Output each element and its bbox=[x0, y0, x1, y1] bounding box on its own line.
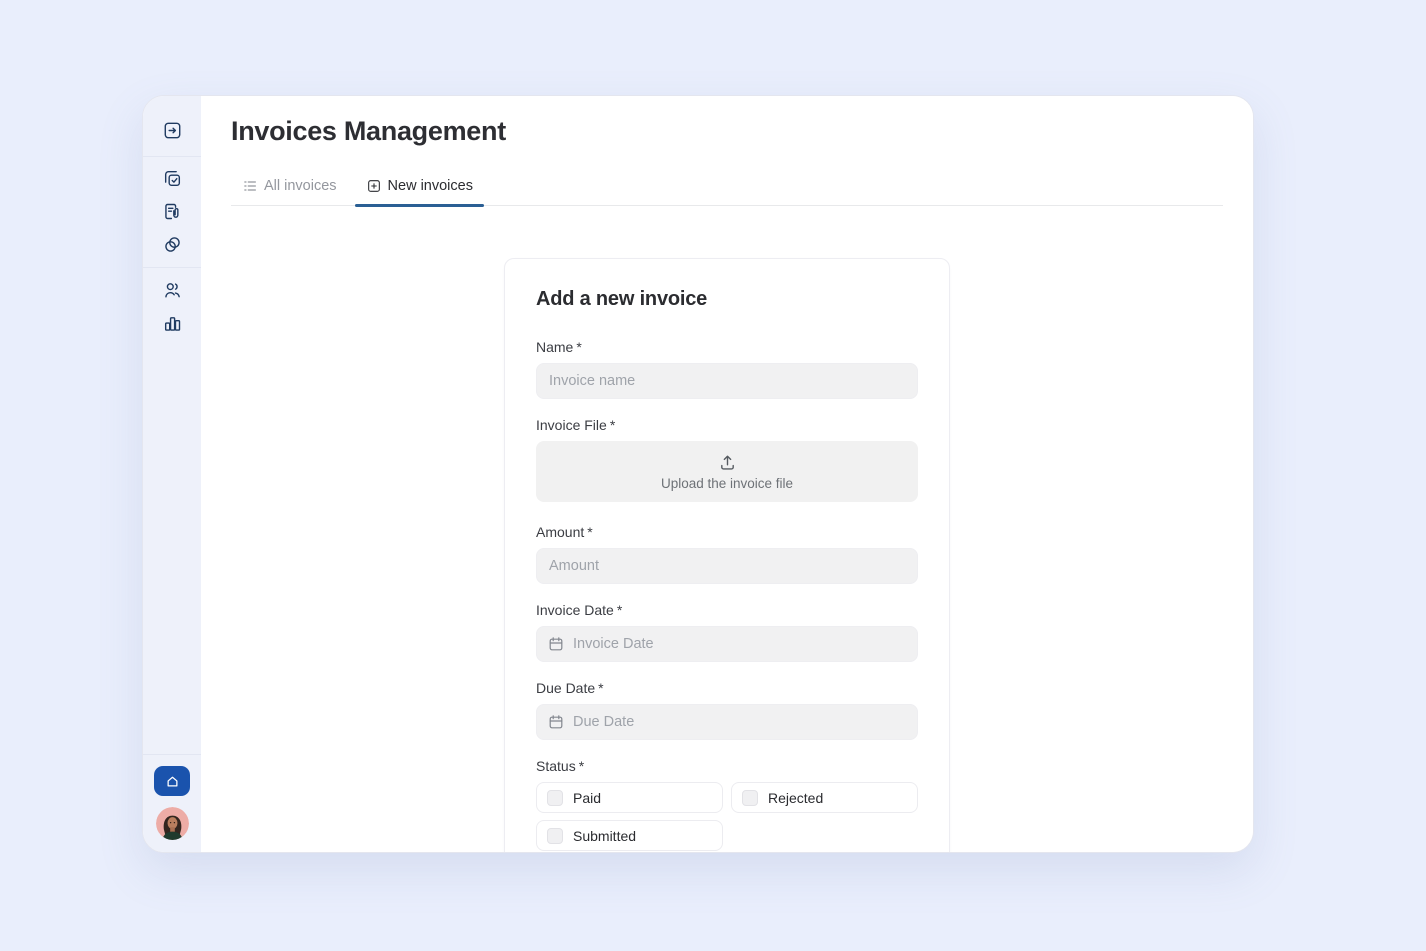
invoice-attachment-icon[interactable] bbox=[156, 195, 188, 227]
due-date-label-text: Due Date bbox=[536, 680, 596, 696]
sidebar bbox=[143, 96, 201, 852]
user-avatar-image bbox=[156, 807, 189, 840]
sidebar-divider bbox=[143, 156, 201, 157]
invoice-date-field-group bbox=[536, 600, 918, 662]
tab-new-invoices[interactable] bbox=[355, 166, 484, 206]
tabs-row bbox=[231, 166, 1223, 206]
calendar-icon bbox=[548, 636, 564, 652]
sidebar-divider bbox=[143, 267, 201, 268]
checkbox-label: Rejected bbox=[768, 789, 824, 806]
invoice-date-placeholder: Invoice Date bbox=[573, 636, 654, 652]
invoice-name-input[interactable] bbox=[536, 363, 918, 399]
tab-all-invoices[interactable] bbox=[231, 166, 348, 206]
invoice-file-label-text: Invoice File bbox=[536, 417, 607, 433]
checkbox-label: Submitted bbox=[573, 827, 637, 844]
status-option-rejected[interactable] bbox=[731, 782, 918, 813]
card-container bbox=[231, 206, 1223, 852]
tab-label: New invoices bbox=[387, 177, 473, 194]
active-tab-underline bbox=[355, 204, 484, 207]
invoice-file-upload[interactable] bbox=[536, 441, 918, 502]
due-date-input[interactable] bbox=[536, 704, 918, 740]
required-mark: * bbox=[578, 758, 585, 774]
card-title: Add a new invoice bbox=[536, 288, 708, 310]
page-title: Invoices Management bbox=[231, 116, 506, 146]
required-mark: * bbox=[576, 339, 582, 355]
status-option-submitted[interactable] bbox=[536, 820, 723, 851]
amount-input[interactable] bbox=[536, 548, 918, 584]
invoice-attachment-icon bbox=[162, 201, 183, 222]
chart-bar-icon bbox=[162, 313, 183, 334]
status-options bbox=[536, 782, 918, 851]
required-mark: * bbox=[616, 602, 623, 618]
home-icon bbox=[163, 772, 182, 791]
status-field-group bbox=[536, 756, 918, 851]
due-date-label bbox=[536, 678, 918, 698]
amount-field-group bbox=[536, 522, 918, 584]
status-option-paid[interactable] bbox=[536, 782, 723, 813]
sidebar-divider bbox=[143, 754, 201, 755]
due-date-placeholder: Due Date bbox=[573, 714, 635, 730]
amount-label bbox=[536, 522, 918, 542]
upload-text: Upload the invoice file bbox=[660, 476, 794, 491]
name-field-group bbox=[536, 337, 918, 399]
circles-icon bbox=[162, 234, 183, 255]
users-icon bbox=[162, 280, 183, 301]
login-icon[interactable] bbox=[156, 114, 188, 146]
chart-bar-icon[interactable] bbox=[156, 307, 188, 339]
calendar-icon bbox=[548, 714, 564, 730]
due-date-field-group bbox=[536, 678, 918, 740]
required-mark: * bbox=[598, 680, 604, 696]
plus-square-icon bbox=[366, 178, 382, 194]
invoice-file-field-group bbox=[536, 415, 918, 502]
checkbox-label: Paid bbox=[573, 789, 602, 806]
required-mark: * bbox=[587, 524, 593, 540]
name-label-text: Name bbox=[536, 339, 574, 355]
checkbox[interactable] bbox=[547, 828, 563, 844]
app-window bbox=[142, 95, 1254, 853]
upload-icon bbox=[717, 452, 738, 473]
required-mark: * bbox=[609, 417, 616, 433]
amount-label-text: Amount bbox=[536, 524, 585, 540]
list-icon bbox=[242, 178, 258, 194]
home-button[interactable] bbox=[154, 766, 190, 796]
invoice-date-label-text: Invoice Date bbox=[536, 602, 614, 618]
copy-check-icon bbox=[162, 168, 183, 189]
copy-check-icon[interactable] bbox=[156, 162, 188, 194]
status-label bbox=[536, 756, 918, 776]
main-content bbox=[201, 96, 1253, 852]
add-invoice-card bbox=[504, 258, 950, 852]
status-label-text: Status bbox=[536, 758, 576, 774]
invoice-file-label bbox=[536, 415, 918, 435]
tab-label: All invoices bbox=[264, 177, 337, 194]
invoice-date-input[interactable] bbox=[536, 626, 918, 662]
checkbox[interactable] bbox=[547, 790, 563, 806]
name-label bbox=[536, 337, 918, 357]
checkbox[interactable] bbox=[742, 790, 758, 806]
login-icon bbox=[162, 120, 183, 141]
invoice-date-label bbox=[536, 600, 918, 620]
users-icon[interactable] bbox=[156, 274, 188, 306]
user-avatar[interactable] bbox=[156, 807, 189, 840]
circles-icon[interactable] bbox=[156, 228, 188, 260]
